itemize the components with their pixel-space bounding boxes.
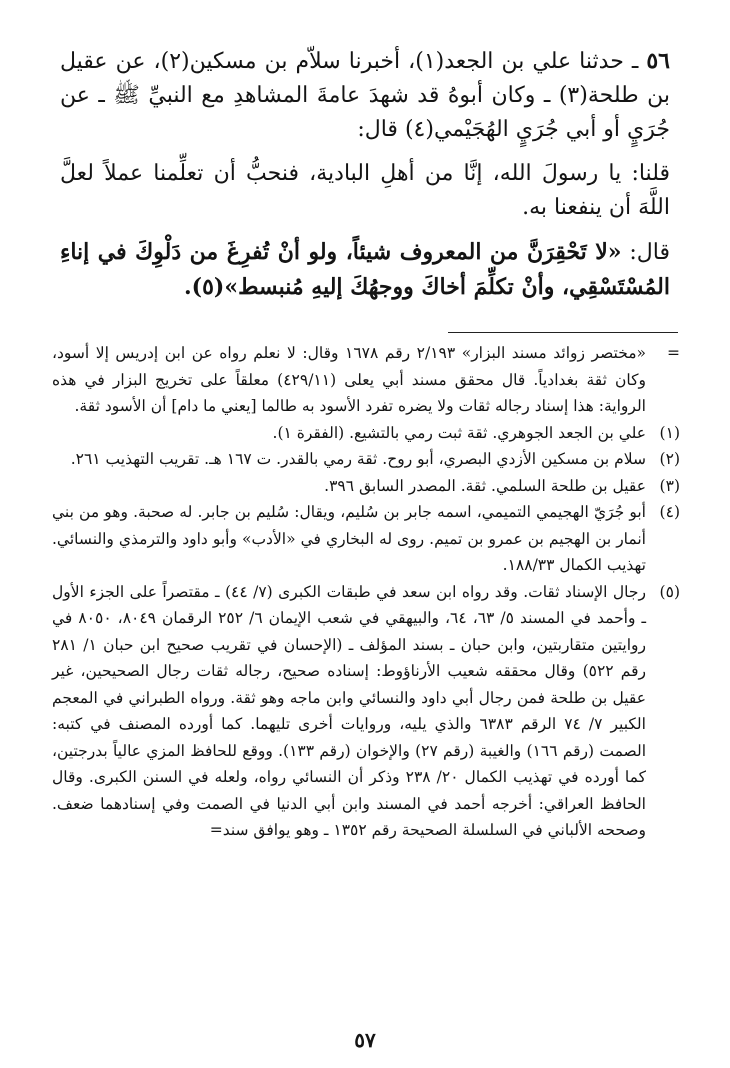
footnote-marker: (٢) [659, 450, 680, 468]
answer-paragraph [60, 235, 670, 305]
footnote-text: رجال الإسناد ثقات. وقد رواه ابن سعد في طبقات الكبرى (٧/ ٤٤) ـ مقتصراً على الجزء الأول ـ وأحمد في المسند ٥/ ٦٣، ٦٤، والبيهقي في شعب الإيمان ٦/ ٢٥٢ الرقمان ٨٠٤٩، ٨٠٥٠ في روايتين متقاربتين، وابن حبان ـ بسند المؤلف ـ (الإحسان في تقريب صحيح ابن حبان ١/ ٢٨١ رقم ٥٢٢) وقال محققه شعيب الأرناؤوط: إسناده صحيح، رجاله ثقات رجال الصحيحين، غير عقيل بن طلحة فمن رجال أبي داود والنسائي وابن ماجه وهو ثقة. ورواه الطبراني في المعجم الكبير ٧/ ٧٤ الرقم ٦٣٨٣ والذي يليه، وروايات أخرى تليهما. كما أورده المصنف في كتبه: الصمت (رقم ١٦٦) والغيبة (رقم ٢٧) والإخوان (رقم ١٣٣). ووقع للحافظ المزي عالياً بدرجتين، كما أورده في تهذيب الكمال ٢٠/ ٢٣٨ وذكر أن النسائي رواه، ولعله في السنن الكبرى. وقال الحافظ العراقي: أخرجه أحمد في المسند وابن أبي الدنيا في الصمت وفي إسنادهما ضعف. وصححه الألباني في السلسلة الصحيحة رقم ١٣٥٢ ـ وهو يوافق سند= [52, 582, 647, 839]
footnote-text: علي بن الجعد الجوهري. ثقة ثبت رمي بالتشيع. (الفقرة ١). [272, 423, 646, 442]
footnote-text: سلام بن مسكين الأزدي البصري، أبو روح. ثقة رمي بالقدر. ت ١٦٧ هـ. تقريب التهذيب ٢٦١. [70, 450, 646, 468]
footnote-text: «مختصر زوائد مسند البزار» ٢/١٩٣ رقم ١٦٧٨ وقال: لا نعلم رواه عن ابن إدريس إلا أسود، وكان ثقة بغدادياً. قال محقق مسند أبي يعلى (٤٢٩/١١) معلقاً على تخريج البزار في هذه الرواية: هذا إسناد رجاله ثقات ولا يضره تفرد الأسود به طالما [يعني ما دام] أن الأسود ثقة. [52, 344, 647, 415]
footnote-continued [52, 340, 680, 420]
footnotes [52, 340, 680, 844]
hadith-number: ٥٦ [646, 48, 670, 74]
footnote-separator [448, 332, 678, 333]
footnote-marker: = [667, 344, 680, 362]
footnote-marker: (٥) [659, 582, 680, 601]
footnote-marker: (٣) [659, 476, 680, 495]
footnote-text: عقيل بن طلحة السلمي. ثقة. المصدر السابق ٣٩٦. [324, 476, 646, 495]
footnote-4 [52, 499, 680, 579]
footnote-2 [52, 446, 680, 473]
answer-lead: قال: [629, 240, 670, 265]
footnote-marker: (١) [659, 423, 680, 442]
footnote-5 [52, 579, 680, 844]
footnote-text: أبو جُرَيّ الهجيمي التميمي، اسمه جابر بن سُليم، ويقال: سُليم بن جابر. له صحبة. وهو من بني أنمار بن الهجيم بن عمرو بن تميم. روى له البخاري في «الأدب» وأبو داود والترمذي والنسائي. تهذيب الكمال ١٨٨/٣٣. [52, 503, 646, 574]
footnote-3 [52, 473, 680, 500]
main-text [60, 44, 670, 315]
page-number: ٥٧ [354, 1028, 376, 1052]
isnad-text: ـ حدثنا علي بن الجعد(١)، أخبرنا سلاّم بن مسكين(٢)، عن عقيل بن طلحة(٣) ـ وكان أبوهُ قد شهدَ عامةَ المشاهدِ مع النبيِّ ﷺ ـ عن جُرَيٍ أو أبي جُرَيٍ الهُجَيْمي(٤) قال: [60, 49, 670, 142]
hadith-paragraph [60, 44, 670, 147]
prophetic-quote: «لا تَحْقِرَنَّ من المعروف شيئاً، ولو أنْ تُفرِغَ من دَلْوِكَ في إناءِ المُسْتَسْقِي، وأنْ تكلِّمَ أخاكَ ووجهُكَ إليهِ مُنبسط»(٥). [60, 239, 670, 300]
footnote-marker: (٤) [659, 503, 680, 521]
question-paragraph: قلنا: يا رسولَ الله، إنَّا من أهلِ البادية، فنحبُّ أن تعلِّمنا عملاً لعلَّ اللَّهَ أن ينفعنا به. [60, 161, 670, 220]
footnote-1 [52, 420, 680, 447]
